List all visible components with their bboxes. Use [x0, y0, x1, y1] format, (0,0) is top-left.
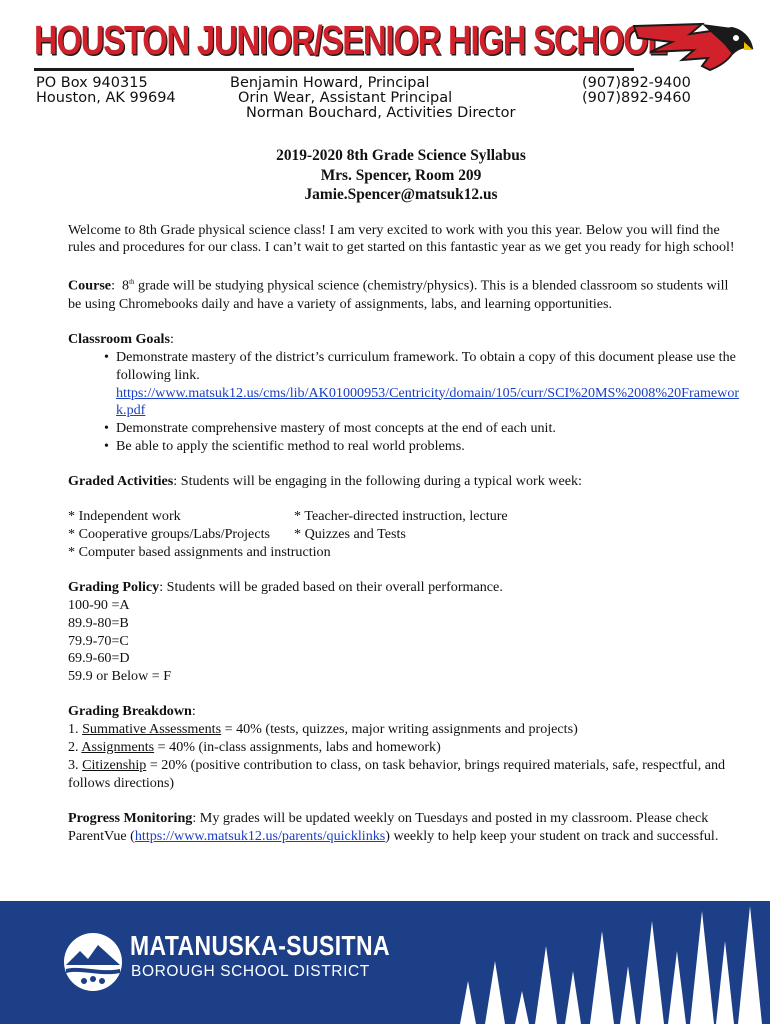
goal-item: • Demonstrate comprehensive mastery of most concepts at the end of each unit. — [104, 420, 744, 438]
grade-scale-item: 89.9-80=B — [68, 614, 129, 631]
activities-director: Norman Bouchard, Activities Director — [246, 105, 516, 121]
grading-policy-heading: Grading Policy: Students will be graded based on their overall performance. — [68, 578, 503, 595]
hawk-mascot-logo — [632, 16, 754, 74]
school-name: HOUSTON JUNIOR/SENIOR HIGH SCHOOL — [34, 17, 667, 63]
grade-scale-item: 59.9 or Below = F — [68, 668, 172, 685]
activity-row — [68, 526, 744, 544]
breakdown-item: 1. Summative Assessments = 40% (tests, quizzes, major writing assignments and projects) — [68, 721, 578, 738]
grading-breakdown-heading: Grading Breakdown: — [68, 703, 196, 720]
activity-item: * Teacher-directed instruction, lecture — [294, 508, 508, 525]
syllabus-title: 2019-2020 8th Grade Science Syllabus — [276, 147, 526, 164]
activity-item: * Cooperative groups/Labs/Projects — [68, 525, 270, 542]
pine-trees-illustration — [440, 901, 770, 1024]
activity-item: * Computer based assignments and instruction — [68, 543, 331, 560]
assistant-principal: Orin Wear, Assistant Principal — [238, 90, 453, 106]
course-text: grade will be studying physical science (chemistry/physics). This is a blended classroom so students will be using Chromebooks daily and have a variety of assignments, labs, and learning opportunities. — [68, 278, 729, 312]
address-line-2: Houston, AK 99694 — [36, 90, 176, 106]
course-label: Course — [68, 278, 112, 294]
teacher-room: Mrs. Spencer, Room 209 — [320, 166, 482, 184]
activity-row — [68, 508, 744, 526]
goal-item: • Be able to apply the scientific method to real world problems. — [104, 438, 744, 456]
classroom-goals-heading: Classroom Goals: — [68, 330, 174, 347]
activity-item: * Independent work — [68, 508, 181, 525]
district-footer-band — [0, 901, 770, 1024]
curriculum-framework-link[interactable]: https://www.matsuk12.us/cms/lib/AK01000953/Centricity/domain/105/curr/SCI%20MS%2008%20Framework.pdf — [116, 384, 740, 419]
phone-number: (907)892-9400 — [582, 75, 691, 91]
progress-monitoring-paragraph: Progress Monitoring: My grades will be updated weekly on Tuesdays and posted in my classroom. Please check ParentVue (https://www.matsuk12.us/parents/quicklinks) weekly to help keep your student on track and successful. — [68, 809, 719, 844]
grade-scale-item: 79.9-70=C — [68, 632, 129, 649]
syllabus-body — [68, 146, 744, 846]
district-name: MATANUSKA-SUSITNA — [130, 930, 390, 961]
activity-item: * Quizzes and Tests — [294, 525, 406, 542]
course-grade: 8 — [122, 278, 130, 294]
grade-scale-item: 100-90 =A — [68, 596, 130, 613]
goal-item: • Demonstrate mastery of the district’s curriculum framework. To obtain a copy of this document please use the following link. https://www.matsuk12.us/cms/lib/AK01000953/Centricity/domain/105/curr/SCI%20MS%2008%20Framework.pdf — [104, 349, 744, 421]
fax-number: (907)892-9460 — [582, 90, 691, 106]
parentvue-link[interactable]: https://www.matsuk12.us/parents/quicklinks — [134, 827, 386, 844]
breakdown-item: 3. Citizenship = 20% (positive contribution to class, on task behavior, brings required materials, safe, respectful, and follows directions) — [68, 756, 726, 791]
classroom-goals-list — [68, 349, 744, 456]
teacher-email[interactable]: Jamie.Spencer@matsuk12.us — [304, 186, 498, 203]
principal: Benjamin Howard, Principal — [230, 75, 430, 91]
breakdown-item: 2. Assignments = 40% (in-class assignments, labs and homework) — [68, 739, 441, 756]
course-paragraph: Course: 8th grade will be studying physical science (chemistry/physics). This is a blended classroom so students will be using Chromebooks daily and have a variety of assignments, labs, and learning opportunities. — [68, 278, 729, 312]
course-grade-suffix: th — [129, 278, 135, 287]
graded-activities-heading: Graded Activities: Students will be engaging in the following during a typical work week: — [68, 473, 582, 490]
address-line-1: PO Box 940315 — [36, 75, 148, 91]
welcome-paragraph: Welcome to 8th Grade physical science class! I am very excited to work with you this year. Below you will find the rules and procedures for our class. I can’t wait to get started on this fantastic year as we get you ready for high school! — [68, 221, 735, 256]
district-subtitle: BOROUGH SCHOOL DISTRICT — [131, 963, 370, 980]
grade-scale-item: 69.9-60=D — [68, 650, 130, 667]
header-divider — [34, 68, 634, 71]
district-mountain-logo — [62, 931, 124, 993]
